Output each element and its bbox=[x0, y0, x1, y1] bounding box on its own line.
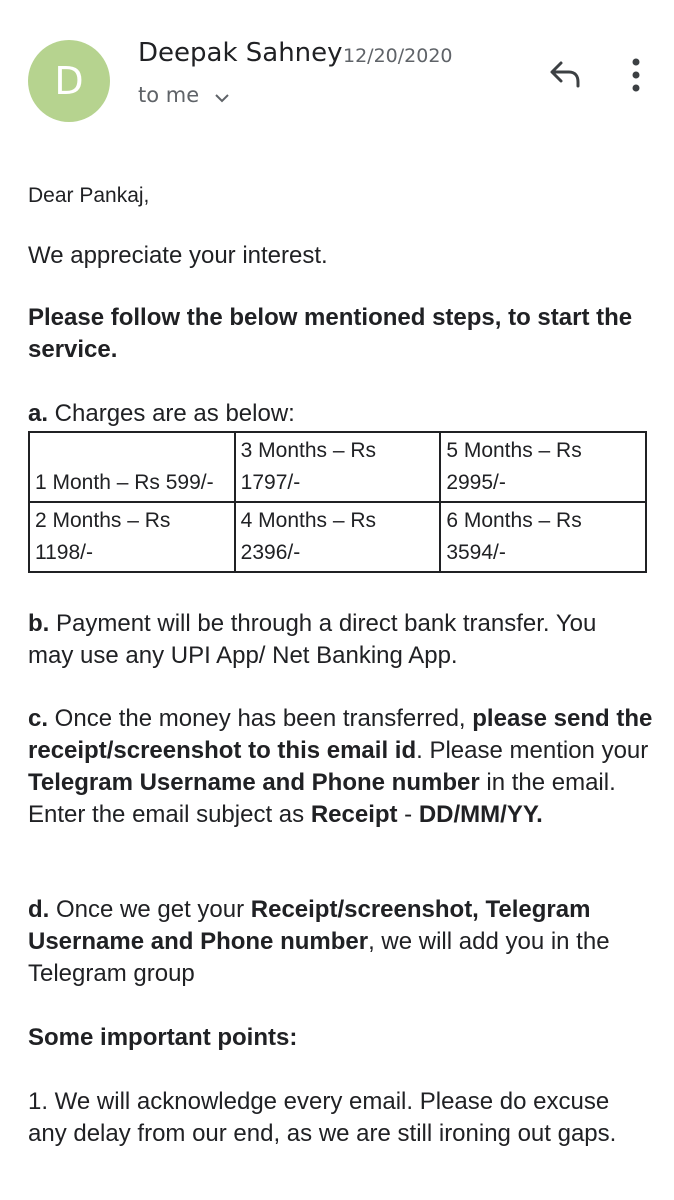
step-a-marker: a. bbox=[28, 400, 49, 427]
important-point-1: 1. We will acknowledge every email. Please do excuse any delay from our end, as we are still ironing out gaps. bbox=[28, 1088, 617, 1147]
important-heading: Some important points: bbox=[28, 1024, 298, 1051]
step-c-marker: c. bbox=[28, 705, 49, 732]
steps-heading: Please follow the below mentioned steps, to start the service. bbox=[28, 304, 633, 363]
step-b bbox=[28, 608, 648, 672]
step-a-text: Charges are as below: bbox=[48, 400, 295, 427]
step-d-bold: Receipt/screenshot, Telegram Username and Phone number bbox=[28, 896, 591, 955]
recipient-toggle[interactable] bbox=[138, 83, 230, 108]
step-d-text: , we will add you in the Telegram group bbox=[28, 928, 610, 987]
table-cell: 5 Months – Rs 2995/- bbox=[440, 432, 646, 502]
step-c bbox=[28, 703, 658, 831]
step-d bbox=[28, 894, 648, 990]
step-c-text: . Please mention your bbox=[416, 737, 649, 764]
step-c-text: - bbox=[397, 801, 419, 828]
table-cell: 3 Months – Rs 1797/- bbox=[235, 432, 441, 502]
email-header bbox=[0, 0, 674, 140]
table-cell: 6 Months – Rs 3594/- bbox=[440, 502, 646, 572]
step-d-marker: d. bbox=[28, 896, 50, 923]
intro-text: We appreciate your interest. bbox=[28, 242, 328, 269]
email-date: 12/20/2020 bbox=[343, 45, 453, 67]
table-row bbox=[29, 502, 646, 572]
reply-icon[interactable] bbox=[545, 55, 585, 95]
step-c-bold: Receipt bbox=[310, 801, 398, 828]
step-a bbox=[28, 398, 295, 430]
step-c-text: in the email. Enter the email subject as bbox=[28, 769, 616, 828]
greeting: Dear Pankaj, bbox=[28, 184, 150, 207]
chevron-down-icon bbox=[214, 84, 230, 108]
step-c-bold: DD/MM/YY. bbox=[418, 801, 543, 828]
table-cell: 2 Months – Rs 1198/- bbox=[29, 502, 235, 572]
sender-name[interactable]: Deepak Sahney bbox=[138, 38, 343, 68]
charges-table bbox=[28, 431, 647, 573]
step-c-bold: Telegram Username and Phone number bbox=[28, 769, 480, 796]
step-b-text: Payment will be through a direct bank transfer. You may use any UPI App/ Net Banking App. bbox=[28, 610, 597, 669]
more-vert-icon[interactable] bbox=[624, 55, 648, 95]
step-d-text: Once we get your bbox=[49, 896, 251, 923]
step-c-text: Once the money has been transferred, bbox=[48, 705, 473, 732]
sender-avatar[interactable]: D bbox=[28, 40, 110, 122]
table-row bbox=[29, 432, 646, 502]
step-b-marker: b. bbox=[28, 610, 50, 637]
step-c-bold: please send the receipt/screenshot to this email id bbox=[28, 705, 653, 764]
table-cell: 4 Months – Rs 2396/- bbox=[235, 502, 441, 572]
recipient-label: to me bbox=[138, 83, 200, 107]
table-cell: 1 Month – Rs 599/- bbox=[29, 432, 235, 502]
